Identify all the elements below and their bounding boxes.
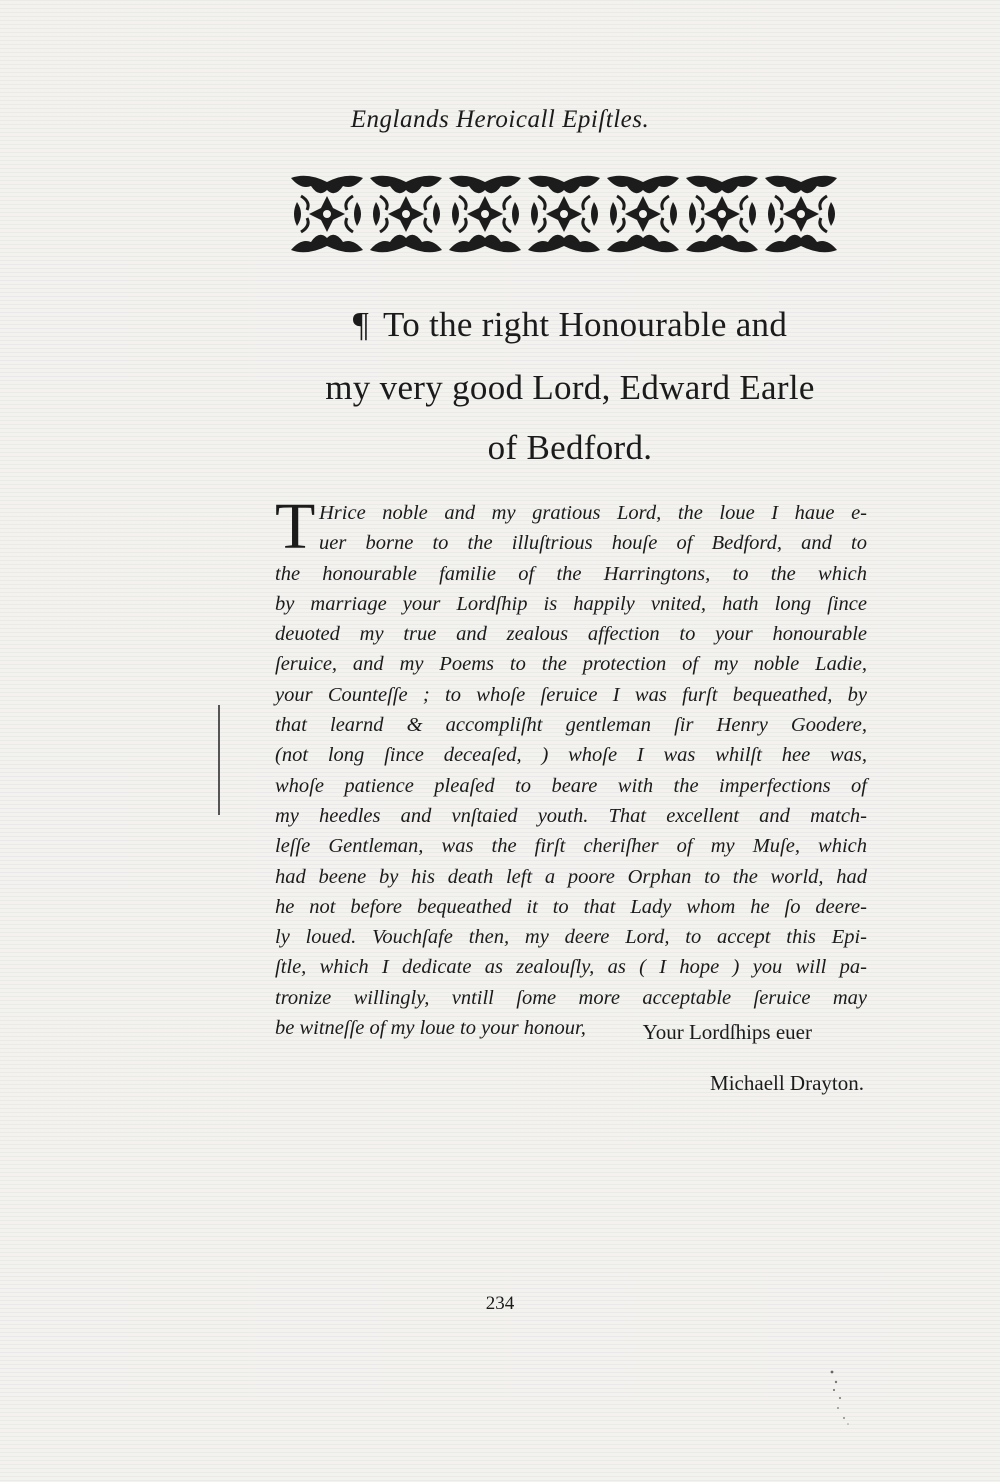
body-line: be witneſſe of my loue to your honour, — [275, 1017, 586, 1040]
margin-pencil-mark — [218, 705, 220, 815]
body-line: (not long ſince deceaſed, ) whoſe I was whilſt hee was, — [275, 744, 867, 767]
body-line: deuoted my true and zealous affection to your honourable — [275, 623, 867, 646]
author-signature-name: Michaell Drayton. — [710, 1071, 864, 1095]
body-line: leſſe Gentleman, was the firſt cheriſher of my Muſe, which — [275, 835, 867, 858]
body-line: ſeruice, and my Poems to the protection of my noble Ladie, — [275, 653, 867, 676]
body-line: uer borne to the illuſtrious houſe of Bedford, and to — [319, 532, 867, 555]
pilcrow-mark: ¶ — [352, 305, 369, 344]
page-number: 234 — [485, 1293, 515, 1314]
dedication-body — [275, 498, 867, 1043]
body-line: ly loued. Vouchſafe then, my deere Lord, to accept this Epi- — [275, 926, 867, 949]
drop-cap: T — [275, 490, 316, 563]
body-line: that learnd & accompliſht gentleman ſir Henry Goodere, — [275, 714, 867, 737]
body-line: your Counteſſe ; to whoſe ſeruice I was furſt bequeathed, by — [275, 683, 867, 706]
body-line: tronize willingly, vntill ſome more acceptable ſeruice may — [275, 986, 867, 1009]
body-line: he not before bequeathed it to that Lady whom he ſo deere- — [275, 895, 867, 918]
body-line: ſtle, which I dedicate as zealouſly, as ( I hope ) you will pa- — [275, 956, 867, 979]
title-line-1-text: To the right Honourable and — [383, 305, 788, 344]
paper-specks — [826, 1368, 856, 1428]
ornamental-headpiece — [287, 172, 843, 256]
body-line: by marriage your Lordſhip is happily vnited, hath long ſince — [275, 592, 867, 615]
body-line: whoſe patience pleaſed to beare with the imperfections of — [275, 774, 867, 797]
body-line: my heedles and vnſtaied youth. That excellent and match- — [275, 804, 867, 827]
closing-salutation: Your Lordſhips euer — [642, 1020, 812, 1044]
dedication-title-line-2: my very good Lord, Edward Earle — [325, 368, 815, 407]
dedication-title-line-1 — [270, 305, 870, 345]
running-head: Englands Heroicall Epiſtles. — [350, 106, 650, 133]
body-line: the honourable familie of the Harringtons, to the which — [275, 562, 867, 585]
body-line: had beene by his death left a poore Orphan to the world, had — [275, 865, 867, 888]
body-line: Hrice noble and my gratious Lord, the loue I haue e- — [319, 502, 867, 524]
dedication-title-line-3: of Bedford. — [487, 428, 653, 467]
